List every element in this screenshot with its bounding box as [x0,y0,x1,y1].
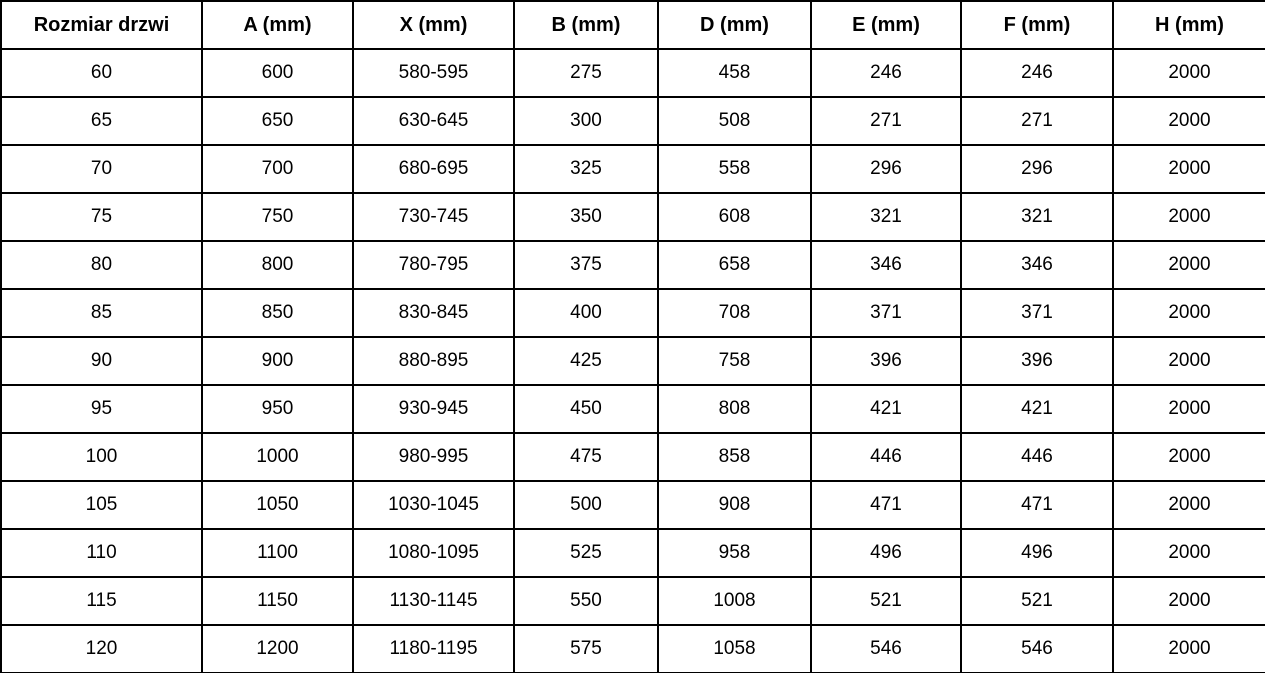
cell-size: 75 [1,193,202,241]
cell-b: 400 [514,289,658,337]
cell-h: 2000 [1113,289,1265,337]
cell-d: 1008 [658,577,811,625]
table-row [1,145,1265,193]
cell-h: 2000 [1113,625,1265,673]
cell-d: 508 [658,97,811,145]
cell-b: 575 [514,625,658,673]
column-header-size: Rozmiar drzwi [1,1,202,49]
cell-f: 396 [961,337,1113,385]
cell-d: 858 [658,433,811,481]
table-row [1,241,1265,289]
cell-size: 110 [1,529,202,577]
cell-f: 371 [961,289,1113,337]
cell-b: 450 [514,385,658,433]
cell-b: 325 [514,145,658,193]
cell-x: 680-695 [353,145,514,193]
cell-h: 2000 [1113,145,1265,193]
cell-x: 630-645 [353,97,514,145]
cell-d: 658 [658,241,811,289]
cell-e: 446 [811,433,961,481]
cell-b: 525 [514,529,658,577]
cell-h: 2000 [1113,529,1265,577]
cell-h: 2000 [1113,577,1265,625]
table-header [1,1,1265,49]
cell-h: 2000 [1113,433,1265,481]
cell-e: 546 [811,625,961,673]
cell-size: 95 [1,385,202,433]
cell-size: 70 [1,145,202,193]
cell-d: 1058 [658,625,811,673]
cell-x: 730-745 [353,193,514,241]
cell-size: 80 [1,241,202,289]
cell-size: 115 [1,577,202,625]
cell-d: 958 [658,529,811,577]
cell-h: 2000 [1113,337,1265,385]
cell-h: 2000 [1113,241,1265,289]
table-row [1,193,1265,241]
cell-d: 608 [658,193,811,241]
cell-x: 580-595 [353,49,514,97]
cell-b: 475 [514,433,658,481]
cell-size: 100 [1,433,202,481]
table-row [1,289,1265,337]
cell-a: 950 [202,385,353,433]
cell-h: 2000 [1113,97,1265,145]
cell-e: 471 [811,481,961,529]
cell-h: 2000 [1113,49,1265,97]
table-row [1,577,1265,625]
column-header-e: E (mm) [811,1,961,49]
cell-e: 421 [811,385,961,433]
cell-e: 496 [811,529,961,577]
column-header-b: B (mm) [514,1,658,49]
cell-f: 421 [961,385,1113,433]
cell-e: 371 [811,289,961,337]
cell-h: 2000 [1113,193,1265,241]
cell-size: 105 [1,481,202,529]
column-header-a: A (mm) [202,1,353,49]
table-row [1,625,1265,673]
cell-f: 496 [961,529,1113,577]
cell-a: 800 [202,241,353,289]
column-header-d: D (mm) [658,1,811,49]
cell-b: 500 [514,481,658,529]
cell-a: 750 [202,193,353,241]
cell-a: 650 [202,97,353,145]
cell-b: 275 [514,49,658,97]
cell-e: 296 [811,145,961,193]
cell-size: 120 [1,625,202,673]
cell-e: 321 [811,193,961,241]
cell-a: 600 [202,49,353,97]
cell-h: 2000 [1113,385,1265,433]
cell-e: 396 [811,337,961,385]
column-header-f: F (mm) [961,1,1113,49]
cell-x: 1030-1045 [353,481,514,529]
cell-a: 1000 [202,433,353,481]
cell-a: 1200 [202,625,353,673]
cell-f: 446 [961,433,1113,481]
cell-a: 1050 [202,481,353,529]
cell-f: 346 [961,241,1113,289]
cell-d: 758 [658,337,811,385]
column-header-x: X (mm) [353,1,514,49]
cell-h: 2000 [1113,481,1265,529]
cell-f: 471 [961,481,1113,529]
cell-size: 60 [1,49,202,97]
cell-x: 830-845 [353,289,514,337]
cell-f: 521 [961,577,1113,625]
cell-f: 321 [961,193,1113,241]
cell-x: 930-945 [353,385,514,433]
cell-d: 708 [658,289,811,337]
cell-a: 1100 [202,529,353,577]
cell-x: 880-895 [353,337,514,385]
table-row [1,97,1265,145]
table-row [1,385,1265,433]
cell-size: 65 [1,97,202,145]
cell-a: 700 [202,145,353,193]
cell-d: 908 [658,481,811,529]
table-row [1,49,1265,97]
cell-b: 350 [514,193,658,241]
cell-d: 558 [658,145,811,193]
cell-b: 425 [514,337,658,385]
cell-e: 346 [811,241,961,289]
cell-f: 271 [961,97,1113,145]
cell-b: 375 [514,241,658,289]
cell-d: 458 [658,49,811,97]
cell-x: 1130-1145 [353,577,514,625]
header-row [1,1,1265,49]
cell-x: 1180-1195 [353,625,514,673]
cell-d: 808 [658,385,811,433]
table-row [1,433,1265,481]
table-row [1,337,1265,385]
cell-f: 296 [961,145,1113,193]
cell-f: 546 [961,625,1113,673]
cell-x: 980-995 [353,433,514,481]
cell-x: 1080-1095 [353,529,514,577]
table-row [1,529,1265,577]
cell-a: 850 [202,289,353,337]
cell-e: 271 [811,97,961,145]
cell-a: 1150 [202,577,353,625]
cell-size: 85 [1,289,202,337]
cell-e: 246 [811,49,961,97]
cell-e: 521 [811,577,961,625]
table-body [1,49,1265,673]
cell-b: 300 [514,97,658,145]
column-header-h: H (mm) [1113,1,1265,49]
table-row [1,481,1265,529]
cell-size: 90 [1,337,202,385]
cell-x: 780-795 [353,241,514,289]
cell-a: 900 [202,337,353,385]
cell-f: 246 [961,49,1113,97]
cell-b: 550 [514,577,658,625]
